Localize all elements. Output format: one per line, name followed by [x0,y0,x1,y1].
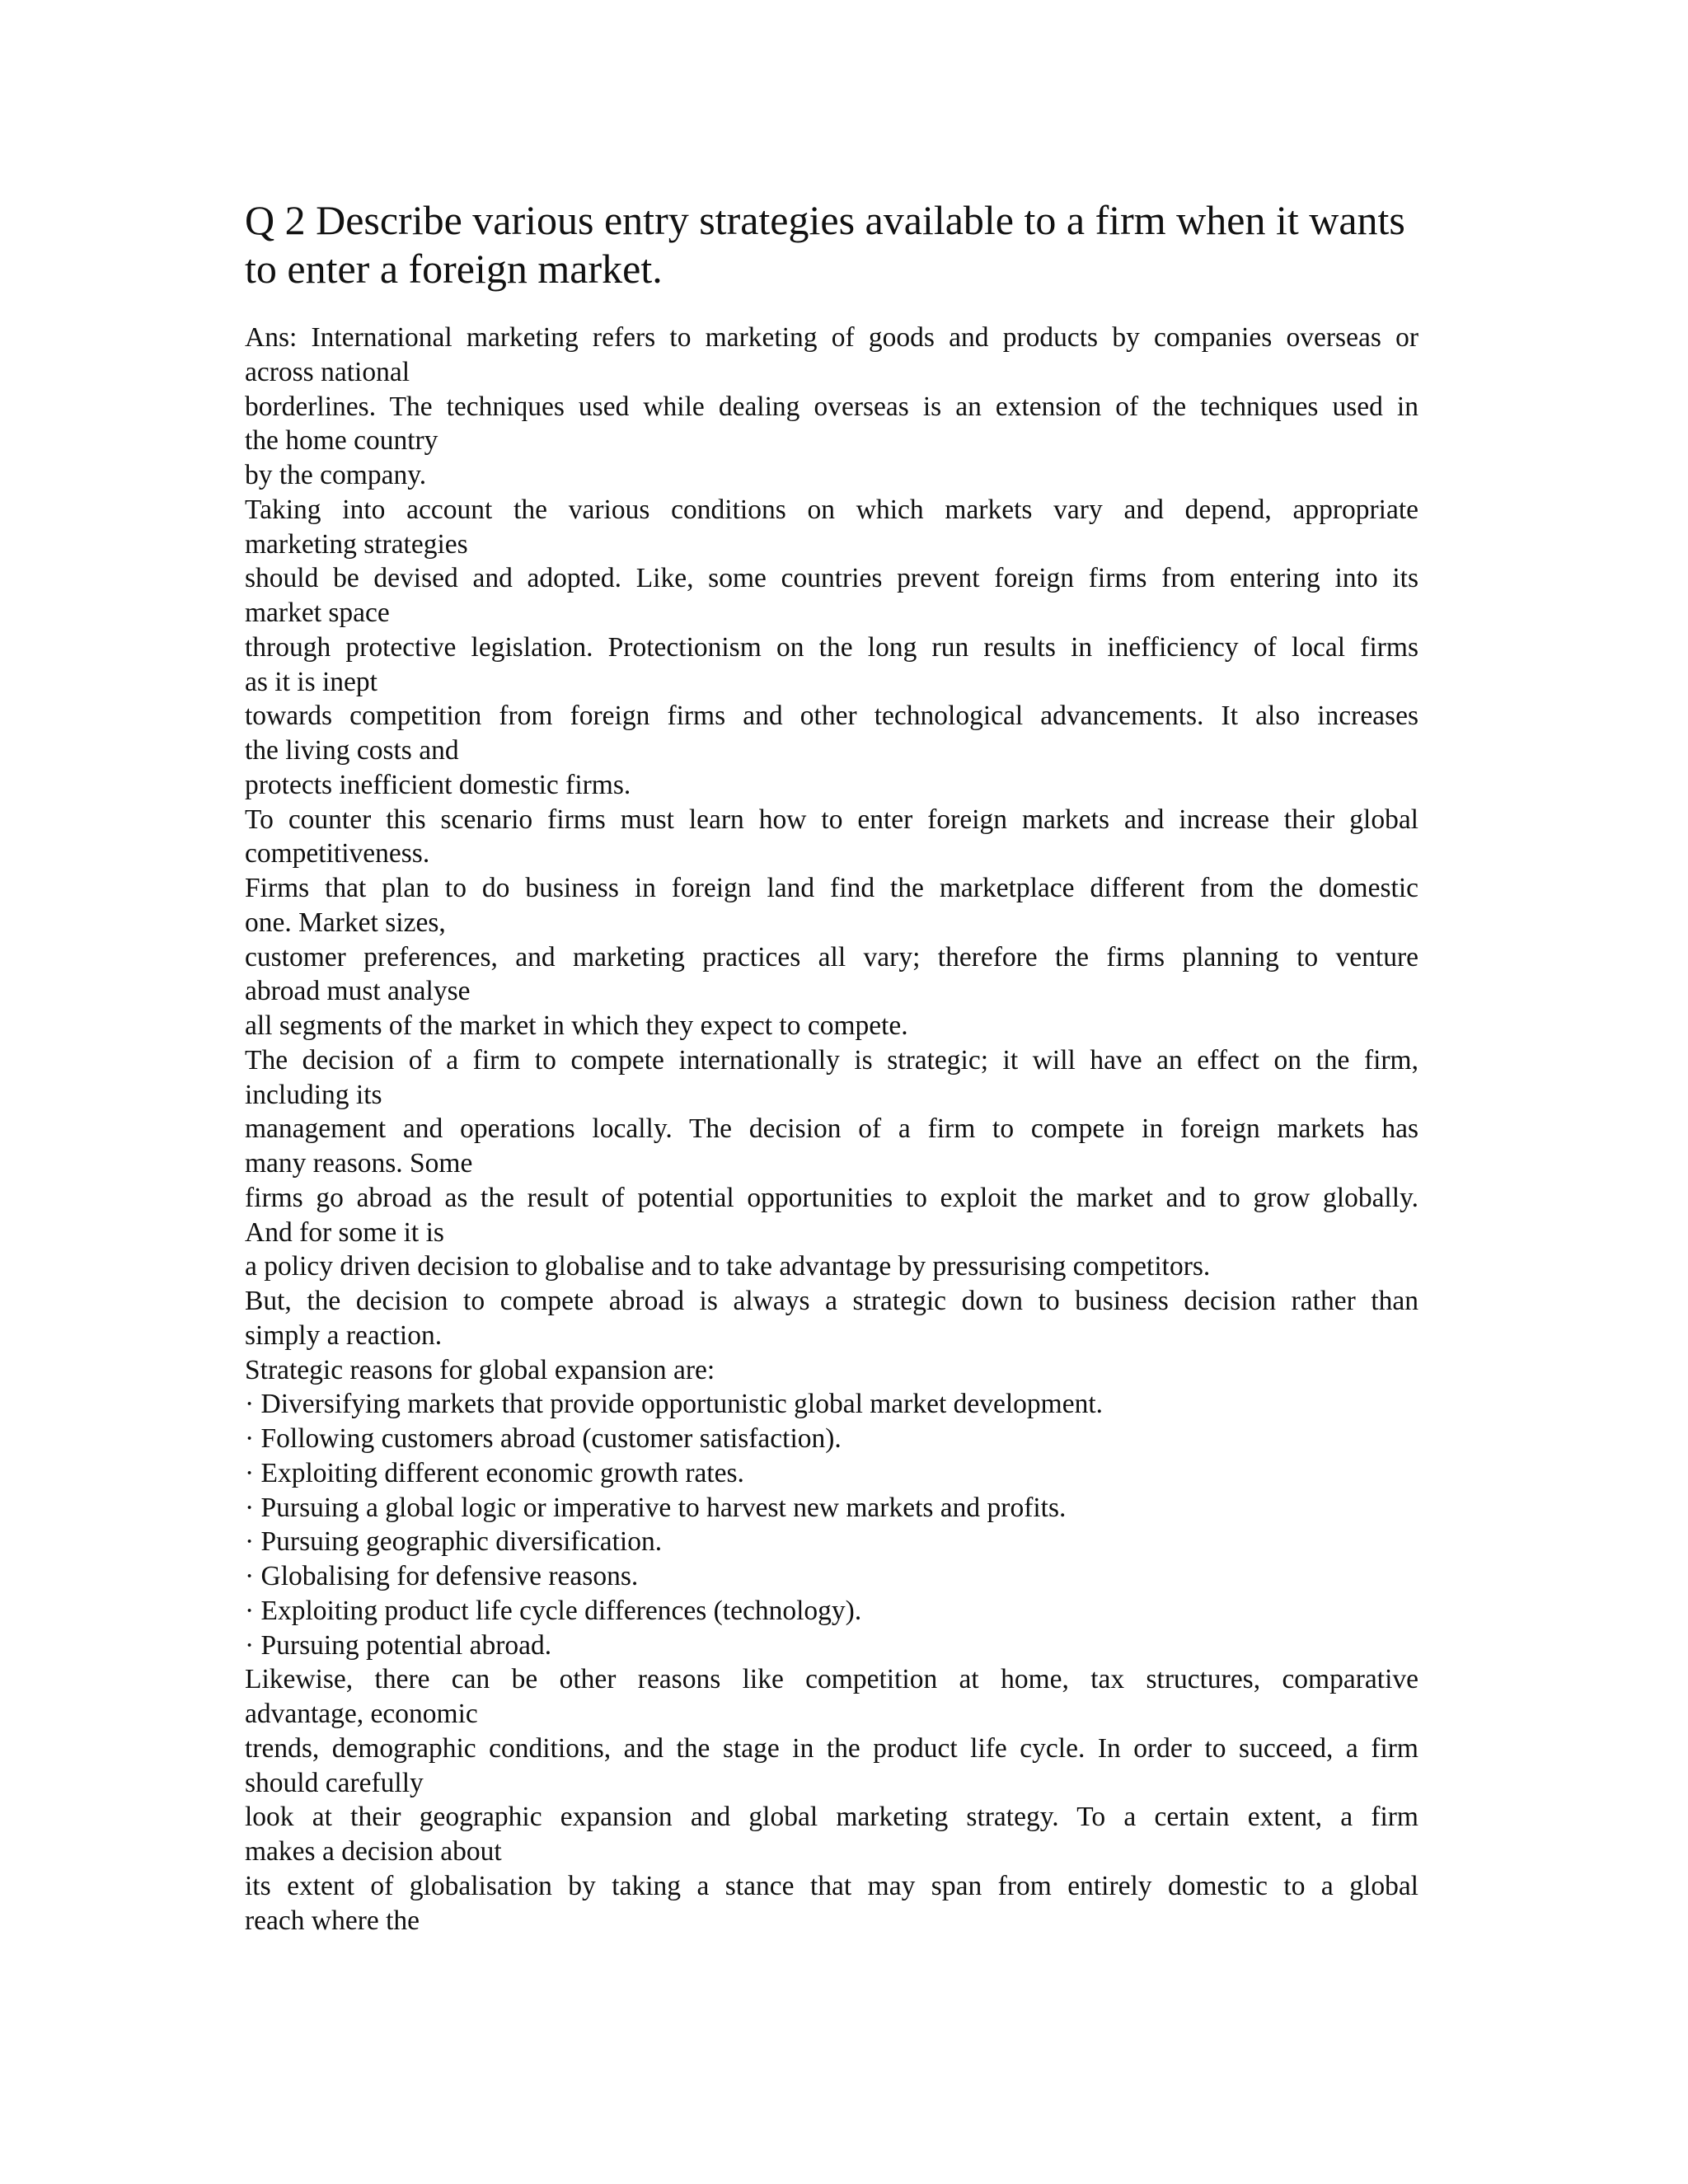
answer-line: abroad must analyse [245,976,471,1007]
question-line-2: to enter a foreign market. [245,246,663,292]
answer-line: management and operations locally. The decision of a firm to compete in foreign markets has [245,1113,1418,1145]
answer-line: as it is inept [245,666,377,697]
question-line-1: Q 2 Describe various entry strategies available to a firm when it wants [245,197,1405,243]
answer-line: reach where the [245,1905,420,1936]
answer-line: · Diversifying markets that provide opportunistic global market development. [245,1389,1104,1420]
answer-line: all segments of the market in which they expect to compete. [245,1010,908,1041]
answer-line: To counter this scenario firms must learn how to enter foreign markets and increase their global [245,804,1418,835]
answer-line: But, the decision to compete abroad is always a strategic down to business decision rather than [245,1286,1418,1316]
answer-line: borderlines. The techniques used while dealing overseas is an extension of the techniques used in [245,391,1418,422]
answer-line: many reasons. Some [245,1148,473,1179]
answer-line: by the company. [245,460,427,490]
answer-line: The decision of a firm to compete internationally is strategic; it will have an effect on the firm, [245,1044,1418,1076]
answer-line: towards competition from foreign firms and other technological advancements. It also increases [245,701,1418,732]
answer-line: across national [245,356,410,387]
answer-line: including its [245,1079,382,1110]
answer-line: Likewise, there can be other reasons like competition at home, tax structures, comparative [245,1664,1418,1695]
answer-line: customer preferences, and marketing practices all vary; therefore the firms planning to venture [245,941,1418,972]
question-heading [245,196,1418,293]
answer-line: · Globalising for defensive reasons. [245,1561,639,1591]
answer-line: · Exploiting different economic growth rates. [245,1457,744,1488]
answer-line: Taking into account the various conditions on which markets vary and depend, appropriate [245,494,1418,525]
answer-line: one. Market sizes, [245,907,446,938]
answer-body [245,321,1418,1938]
document-page [245,196,1418,1938]
answer-line: the home country [245,425,438,457]
answer-line: firms go abroad as the result of potential opportunities to exploit the market and to grow globally. [245,1182,1418,1213]
answer-line: its extent of globalisation by taking a stance that may span from entirely domestic to a global [245,1870,1418,1901]
answer-line: the living costs and [245,735,459,766]
answer-line: Firms that plan to do business in foreign land find the marketplace different from the domestic [245,873,1418,903]
answer-line: · Pursuing geographic diversification. [245,1526,663,1558]
answer-line: makes a decision about [245,1836,502,1867]
answer-line: And for some it is [245,1216,444,1248]
answer-line: advantage, economic [245,1699,478,1729]
answer-line: Strategic reasons for global expansion are: [245,1354,715,1385]
answer-line: should be devised and adopted. Like, some countries prevent foreign firms from entering into its [245,563,1418,594]
answer-line: through protective legislation. Protectionism on the long run results in inefficiency of local firms [245,631,1418,663]
answer-line: · Pursuing potential abroad. [245,1629,552,1661]
answer-line: market space [245,598,390,628]
answer-line: Ans: International marketing refers to marketing of goods and products by companies overseas or [245,322,1418,353]
answer-line: simply a reaction. [245,1319,443,1351]
answer-line: · Following customers abroad (customer satisfaction). [245,1423,842,1454]
answer-line: should carefully [245,1767,424,1798]
answer-line: look at their geographic expansion and global marketing strategy. To a certain extent, a firm [245,1802,1418,1833]
answer-line: trends, demographic conditions, and the stage in the product life cycle. In order to succeed, a firm [245,1732,1418,1764]
answer-line: · Pursuing a global logic or imperative to harvest new markets and profits. [245,1492,1067,1523]
answer-line: a policy driven decision to globalise and to take advantage by pressurising competitors. [245,1251,1211,1282]
answer-line: competitiveness. [245,838,430,869]
answer-line: · Exploiting product life cycle differences (technology). [245,1595,862,1626]
answer-line: marketing strategies [245,528,468,560]
answer-line: protects inefficient domestic firms. [245,769,631,800]
